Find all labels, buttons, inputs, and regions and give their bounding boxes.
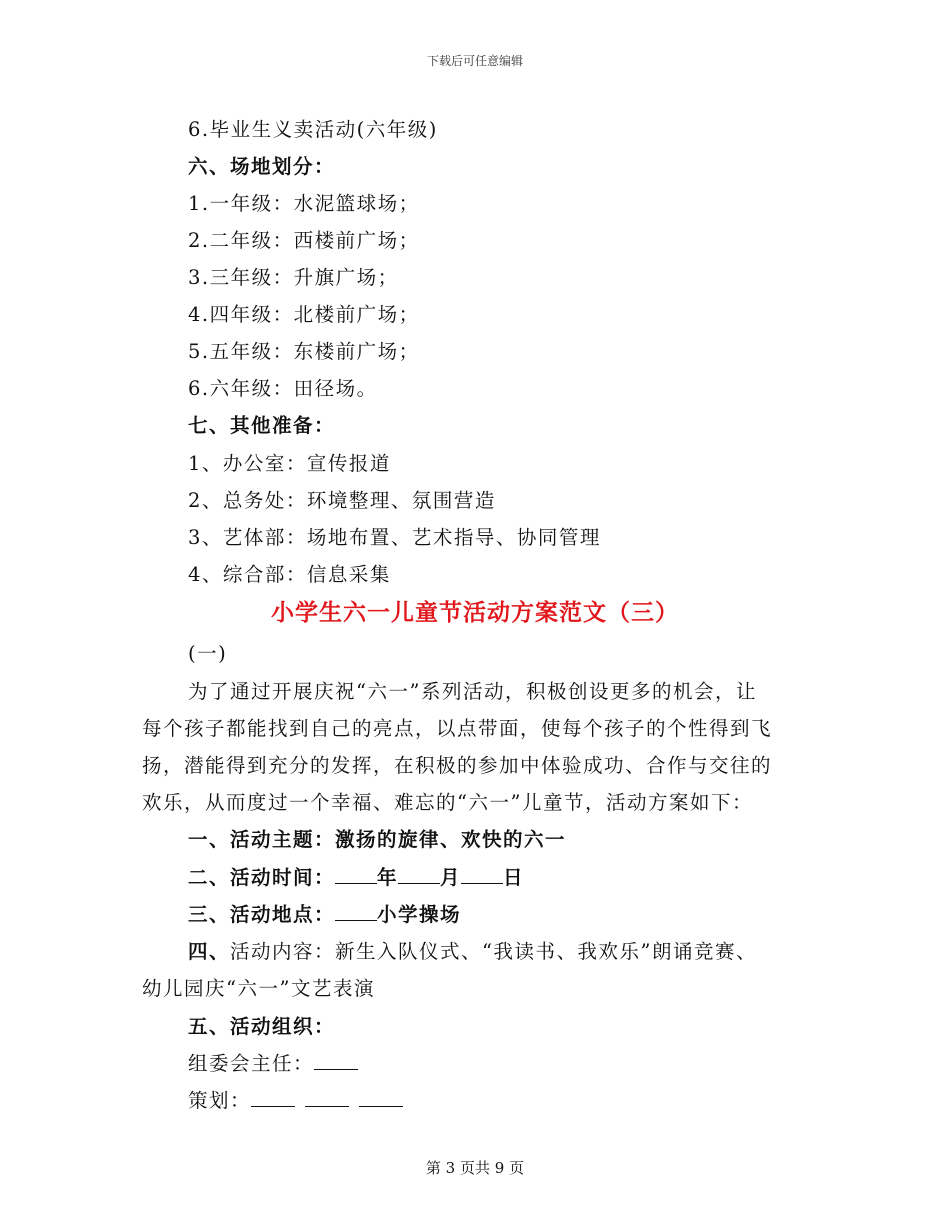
org-planning <box>188 1085 403 1113</box>
list-item: 4、综合部：信息采集 <box>188 563 391 586</box>
section-title: 小学生六一儿童节活动方案范文（三） <box>271 599 679 626</box>
place-blank <box>335 902 377 921</box>
director-label: 组委会主任： <box>188 1052 315 1075</box>
list-item: 6.六年级：田径场。 <box>188 377 378 400</box>
planning-label: 策划： <box>188 1089 252 1112</box>
activity-content <box>188 936 757 964</box>
paragraph-line: 幼儿园庆“六一”文艺表演 <box>142 977 375 1000</box>
content-lead: 四、 <box>188 940 231 963</box>
content-text: 活动内容：新生入队仪式、“我读书、我欢乐”朗诵竞赛、 <box>230 940 757 963</box>
planning-blank-1 <box>251 1088 295 1107</box>
list-item: 5.五年级：东楼前广场； <box>188 340 420 363</box>
paragraph-line: 每个孩子都能找到自己的亮点，以点带面，使每个孩子的个性得到飞 <box>142 717 773 740</box>
year-blank <box>335 865 377 884</box>
year-label: 年 <box>377 866 399 889</box>
page-header: 下载后可任意编辑 <box>426 54 523 68</box>
subsection-label: (一) <box>188 642 228 665</box>
day-label: 日 <box>503 866 525 889</box>
activity-time <box>188 862 524 890</box>
list-item: 4.四年级：北楼前广场； <box>188 303 420 326</box>
list-item: 6.毕业生义卖活动(六年级) <box>188 118 438 141</box>
activity-place <box>188 899 461 927</box>
day-blank <box>461 865 503 884</box>
month-blank <box>398 865 440 884</box>
paragraph-line: 欢乐，从而度过一个幸福、难忘的“六一”儿童节，活动方案如下： <box>142 791 753 814</box>
paragraph-line: 扬，潜能得到充分的发挥，在积极的参加中体验成功、合作与交往的 <box>142 754 773 777</box>
director-blank <box>314 1051 358 1070</box>
section-heading: 五、活动组织： <box>188 1015 336 1038</box>
list-item: 1、办公室：宣传报道 <box>188 452 391 475</box>
page-footer: 第 3 页共 9 页 <box>425 1159 525 1177</box>
org-director <box>188 1048 358 1076</box>
list-item: 3、艺体部：场地布置、艺术指导、协同管理 <box>188 526 601 549</box>
activity-theme: 一、活动主题：激扬的旋律、欢快的六一 <box>188 828 567 851</box>
list-item: 2、总务处：环境整理、氛围营造 <box>188 489 496 512</box>
month-label: 月 <box>440 866 462 889</box>
section-heading: 六、场地划分： <box>188 155 336 178</box>
list-item: 2.二年级：西楼前广场； <box>188 229 420 252</box>
time-label: 二、活动时间： <box>188 866 336 889</box>
paragraph-line: 为了通过开展庆祝“六一”系列活动，积极创设更多的机会，让 <box>188 680 757 703</box>
place-value: 小学操场 <box>377 903 462 926</box>
planning-blank-3 <box>359 1088 403 1107</box>
list-item: 3.三年级：升旗广场； <box>188 266 399 289</box>
planning-blank-2 <box>305 1088 349 1107</box>
list-item: 1.一年级：水泥篮球场； <box>188 192 420 215</box>
section-heading: 七、其他准备： <box>188 414 336 437</box>
place-label: 三、活动地点： <box>188 903 336 926</box>
